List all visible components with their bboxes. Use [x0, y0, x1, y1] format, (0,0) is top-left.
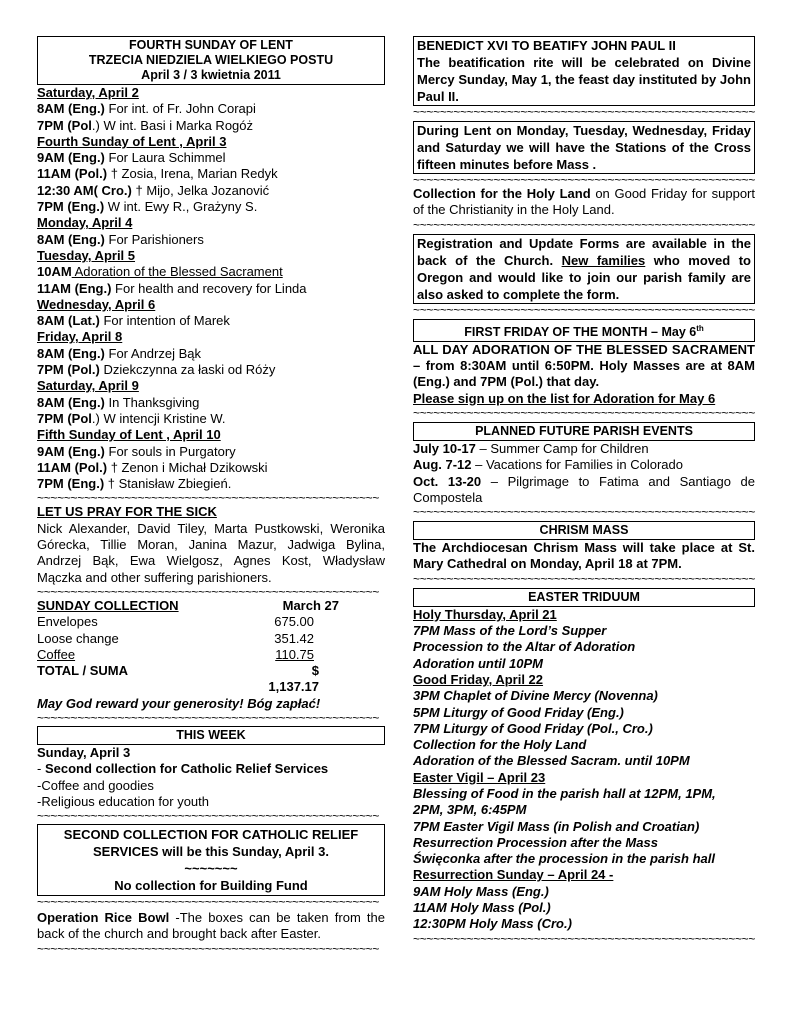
- divider: ~~~~~~~~~~~~~~~~~~~~~~~~~~~~~~~~~~~~~~~~~~~~~~~~~~~: [413, 106, 755, 118]
- mass-time: 8AM (Lat.): [37, 313, 100, 329]
- mass-day-heading: Wednesday, April 6: [37, 296, 156, 312]
- divider: ~~~~~~~~~~~~~~~~~~~~~~~~~~~~~~~~~~~~~~~~~~~~~~~~~~~: [37, 711, 380, 724]
- mass-intention: [37, 232, 385, 248]
- left-column: [37, 36, 385, 955]
- event-item: [413, 457, 755, 473]
- mass-intention: [37, 150, 385, 166]
- mass-text: For souls in Purgatory: [104, 443, 236, 459]
- triduum-day: Easter Vigil – April 23: [413, 769, 546, 785]
- collection-label: Loose change: [37, 630, 119, 646]
- mass-text: For int. of Fr. John Corapi: [104, 101, 256, 117]
- beatify-title: BENEDICT XVI TO BEATIFY JOHN PAUL II: [417, 38, 676, 53]
- collection-value: 351.42: [274, 630, 314, 646]
- divider: ~~~~~~~~~~~~~~~~~~~~~~~~~~~~~~~~~~~~~~~~~~~~~~~~~~~: [413, 572, 755, 585]
- mass-time: 9AM (Eng.): [37, 443, 105, 459]
- event-text: – Pilgrimage to Fatima and Santiago de Compostela: [413, 473, 755, 505]
- sick-title: LET US PRAY FOR THE SICK: [37, 504, 217, 520]
- mass-text: † Zenon i Michał Dzikowski: [107, 459, 268, 475]
- first-friday-signup: Please sign up on the list for Adoration for May 6: [413, 390, 716, 406]
- mass-time: 8AM (Eng.): [37, 231, 105, 247]
- collection-thanks: May God reward your generosity! Bóg zapłać!: [37, 695, 321, 711]
- mass-day-heading: Fifth Sunday of Lent , April 10: [37, 427, 221, 443]
- collection-date: March 27: [282, 597, 339, 613]
- divider: ~~~~~~~~~~~~~~~~~~~~~~~~~~~~~~~~~~~~~~~~~~~~~~~~~~~: [413, 303, 755, 316]
- divider: ~~~~~~~~~~~~~~~~~~~~~~~~~~~~~~~~~~~~~~~~~~~~~~~~~~~: [413, 932, 755, 945]
- collection-value: 675.00: [274, 614, 314, 630]
- triduum-item: 7PM Easter Vigil Mass (in Polish and Croatian): [413, 818, 700, 834]
- total-value: $ 1,137.17: [268, 663, 319, 695]
- mass-day-heading: Saturday, April 9: [37, 378, 139, 394]
- holy-land: Collection for the Holy Land on Good Friday for support of the Christianity in the Holy Land.: [413, 186, 755, 218]
- mass-intention: [37, 166, 385, 182]
- mass-text: For Parishioners: [104, 231, 204, 247]
- this-week-title: THIS WEEK: [37, 726, 385, 745]
- mass-time: 12:30 AM( Cro.): [37, 182, 132, 198]
- mass-text: For health and recovery for Linda: [111, 280, 307, 296]
- second-collection-line-1: SECOND COLLECTION FOR CATHOLIC RELIEF: [63, 827, 359, 843]
- divider: ~~~~~~~~~~~~~~~~~~~~~~~~~~~~~~~~~~~~~~~~~~~~~~~~~~~: [37, 810, 380, 823]
- collection-table: [37, 614, 385, 663]
- mass-day-heading: Fourth Sunday of Lent , April 3: [37, 133, 227, 149]
- mass-time: 7PM (Pol: [37, 117, 92, 133]
- events-title: PLANNED FUTURE PARISH EVENTS: [413, 422, 755, 441]
- first-friday-body: ALL DAY ADORATION OF THE BLESSED SACRAMENT – from 8:30AM until 6:50PM. Holy Masses are at 8AM (Eng.) and 7PM (Pol.) that day.: [413, 341, 755, 390]
- mass-time: 7PM (Eng.): [37, 476, 105, 492]
- mass-intention: [37, 264, 385, 280]
- collection-header: [37, 598, 385, 614]
- triduum-item: 12:30PM Holy Mass (Cro.): [413, 916, 572, 932]
- collection-row: [37, 647, 385, 663]
- divider: ~~~~~~~~~~~~~~~~~~~~~~~~~~~~~~~~~~~~~~~~~~~~~~~~~~~: [413, 506, 755, 519]
- triduum-item: Blessing of Food in the parish hall at 12PM, 1PM,: [413, 785, 716, 801]
- registration-box: Registration and Update Forms are available in the back of the Church. New families who moved to Oregon and would like to join our parish family are also asked to complete the form.: [413, 234, 755, 304]
- mass-time: 8AM (Eng.): [37, 394, 105, 410]
- mass-text: For Laura Schimmel: [104, 150, 226, 166]
- mass-intentions: [37, 85, 385, 492]
- mass-time: 8AM (Eng.): [37, 101, 105, 117]
- beatify-body: The beatification rite will be celebrated on Divine Mercy Sunday, May 1, the feast day instituted by John Paul II.: [417, 55, 751, 104]
- triduum-item: 11AM Holy Mass (Pol.): [413, 900, 551, 916]
- triduum-day: Holy Thursday, April 21: [413, 606, 557, 622]
- collection-total: [37, 663, 385, 696]
- mass-text: W int. Ewy R., Grażyny S.: [104, 199, 258, 215]
- collection-value: 110.75: [275, 646, 314, 662]
- mass-text: Dziekczynna za łaski od Róży: [99, 362, 276, 378]
- mass-text: For Andrzej Bąk: [104, 345, 201, 361]
- triduum-list: [413, 607, 755, 933]
- event-item: [413, 474, 755, 507]
- second-collection-line-2: SERVICES will be this Sunday, April 3.: [93, 844, 329, 860]
- collection-title: SUNDAY COLLECTION: [37, 597, 179, 613]
- triduum-item: Collection for the Holy Land: [413, 737, 587, 753]
- event-text: – Vacations for Families in Colorado: [471, 457, 683, 473]
- beatify-box: [413, 36, 755, 106]
- event-date: Aug. 7-12: [413, 457, 472, 473]
- mass-text: .) W int. Basi i Marka Rogóż: [91, 117, 254, 133]
- header-box: [37, 36, 385, 85]
- mass-day-heading: Saturday, April 2: [37, 85, 139, 100]
- event-date: July 10-17: [413, 440, 476, 456]
- mass-intention: [37, 199, 385, 215]
- mass-time: 7PM (Pol: [37, 410, 92, 426]
- first-friday-title: FIRST FRIDAY OF THE MONTH – May 6th: [413, 319, 755, 342]
- mass-text: In Thanksgiving: [104, 394, 200, 410]
- divider: ~~~~~~~~~~~~~~~~~~~~~~~~~~~~~~~~~~~~~~~~~~~~~~~~~~~: [413, 218, 755, 231]
- mass-intention: [37, 183, 385, 199]
- second-collection-line-3: ~~~~~~~: [184, 861, 238, 877]
- mass-time: 11AM (Pol.): [37, 166, 108, 182]
- mass-day-heading: Monday, April 4: [37, 215, 133, 231]
- divider: ~~~~~~~~~~~~~~~~~~~~~~~~~~~~~~~~~~~~~~~~~~~~~~~~~~~: [37, 585, 380, 598]
- mass-text: Adoration of the Blessed Sacrament: [71, 264, 283, 280]
- divider: ~~~~~~~~~~~~~~~~~~~~~~~~~~~~~~~~~~~~~~~~~~~~~~~~~~~: [37, 492, 380, 505]
- mass-time: 7PM (Eng.): [37, 199, 105, 215]
- mass-text: .) W intencji Kristine W.: [91, 410, 226, 426]
- mass-intention: [37, 346, 385, 362]
- triduum-item: Adoration until 10PM: [413, 655, 543, 671]
- triduum-title: EASTER TRIDUUM: [413, 588, 755, 607]
- collection-row: [37, 631, 385, 647]
- collection-label: Envelopes: [37, 614, 98, 630]
- mass-time: 11AM (Pol.): [37, 459, 108, 475]
- mass-intention: [37, 395, 385, 411]
- mass-day-heading: Friday, April 8: [37, 329, 123, 345]
- header-line-2: TRZECIA NIEDZIELA WIELKIEGO POSTU: [88, 53, 334, 67]
- mass-intention: [37, 281, 385, 297]
- event-date: Oct. 13-20: [413, 473, 482, 489]
- event-item: [413, 441, 755, 457]
- mass-intention: [37, 411, 385, 427]
- header-line-3: April 3 / 3 kwietnia 2011: [141, 68, 281, 82]
- chrism-title: CHRISM MASS: [413, 521, 755, 540]
- triduum-item: 3PM Chaplet of Divine Mercy (Novenna): [413, 688, 658, 704]
- divider: ~~~~~~~~~~~~~~~~~~~~~~~~~~~~~~~~~~~~~~~~~~~~~~~~~~~: [413, 174, 755, 186]
- divider: ~~~~~~~~~~~~~~~~~~~~~~~~~~~~~~~~~~~~~~~~~~~~~~~~~~~: [37, 896, 380, 909]
- mass-time: 8AM (Eng.): [37, 345, 105, 361]
- triduum-item: 7PM Mass of the Lord’s Supper: [413, 623, 607, 639]
- right-column: [413, 36, 755, 945]
- mass-intention: [37, 118, 385, 134]
- collection-label: Coffee: [37, 646, 76, 662]
- mass-time: 10AM: [37, 264, 72, 280]
- total-label: TOTAL / SUMA: [37, 663, 128, 679]
- header-line-1: FOURTH SUNDAY OF LENT: [129, 38, 293, 52]
- collection-row: [37, 614, 385, 630]
- triduum-item: Resurrection Procession after the Mass: [413, 834, 658, 850]
- mass-text: For intention of Marek: [99, 313, 230, 329]
- this-week-item-2: -Coffee and goodies: [37, 777, 154, 793]
- triduum-item: 2PM, 3PM, 6:45PM: [413, 802, 527, 818]
- mass-intention: [37, 313, 385, 329]
- mass-intention: [37, 476, 385, 492]
- second-collection-box: [37, 824, 385, 896]
- mass-text: † Mijo, Jelka Jozanović: [131, 182, 270, 198]
- chrism-body: The Archdiocesan Chrism Mass will take place at St. Mary Cathedral on Monday, April 18 at 7PM.: [413, 540, 755, 572]
- this-week-day: Sunday, April 3: [37, 744, 131, 760]
- mass-intention: [37, 101, 385, 117]
- triduum-item: Adoration of the Blessed Sacram. until 10PM: [413, 753, 690, 769]
- mass-text: † Zosia, Irena, Marian Redyk: [107, 166, 278, 182]
- triduum-item: Święconka after the procession in the parish hall: [413, 851, 715, 867]
- mass-text: † Stanisław Zbiegień.: [104, 476, 232, 492]
- divider: ~~~~~~~~~~~~~~~~~~~~~~~~~~~~~~~~~~~~~~~~~~~~~~~~~~~: [37, 942, 380, 955]
- event-text: – Summer Camp for Children: [475, 440, 649, 456]
- mass-time: 9AM (Eng.): [37, 150, 105, 166]
- mass-time: 7PM (Pol.): [37, 362, 100, 378]
- sick-body: Nick Alexander, David Tiley, Marta Pustkowski, Weronika Górecka, Tillie Moran, Janina Mazur, Jadwiga Bylina, Andrzej Bąk, Ewa Wielgosz, Agnes Kost, Władysław Mączka and other suffering parishioners.: [37, 520, 385, 585]
- triduum-item: Procession to the Altar of Adoration: [413, 639, 636, 655]
- second-collection-line-4: No collection for Building Fund: [114, 878, 308, 894]
- mass-intention: [37, 460, 385, 476]
- triduum-item: 5PM Liturgy of Good Friday (Eng.): [413, 704, 624, 720]
- events-list: [413, 441, 755, 506]
- mass-intention: [37, 362, 385, 378]
- triduum-item: 9AM Holy Mass (Eng.): [413, 883, 549, 899]
- triduum-item: 7PM Liturgy of Good Friday (Pol., Cro.): [413, 720, 653, 736]
- mass-intention: [37, 444, 385, 460]
- triduum-day: Good Friday, April 22: [413, 671, 544, 687]
- stations-box: During Lent on Monday, Tuesday, Wednesday, Friday and Saturday we will have the Stations of the Cross fifteen minutes before Mass .: [413, 121, 755, 174]
- mass-day-heading: Tuesday, April 5: [37, 247, 136, 263]
- this-week-item-1: - Second collection for Catholic Relief Services: [37, 761, 329, 777]
- rice-bowl: Operation Rice Bowl -The boxes can be taken from the back of the church and brought back after Easter.: [37, 910, 385, 942]
- divider: ~~~~~~~~~~~~~~~~~~~~~~~~~~~~~~~~~~~~~~~~~~~~~~~~~~~: [413, 406, 755, 419]
- triduum-day: Resurrection Sunday – April 24 -: [413, 867, 614, 883]
- mass-time: 11AM (Eng.): [37, 280, 112, 296]
- this-week-item-3: -Religious education for youth: [37, 793, 209, 809]
